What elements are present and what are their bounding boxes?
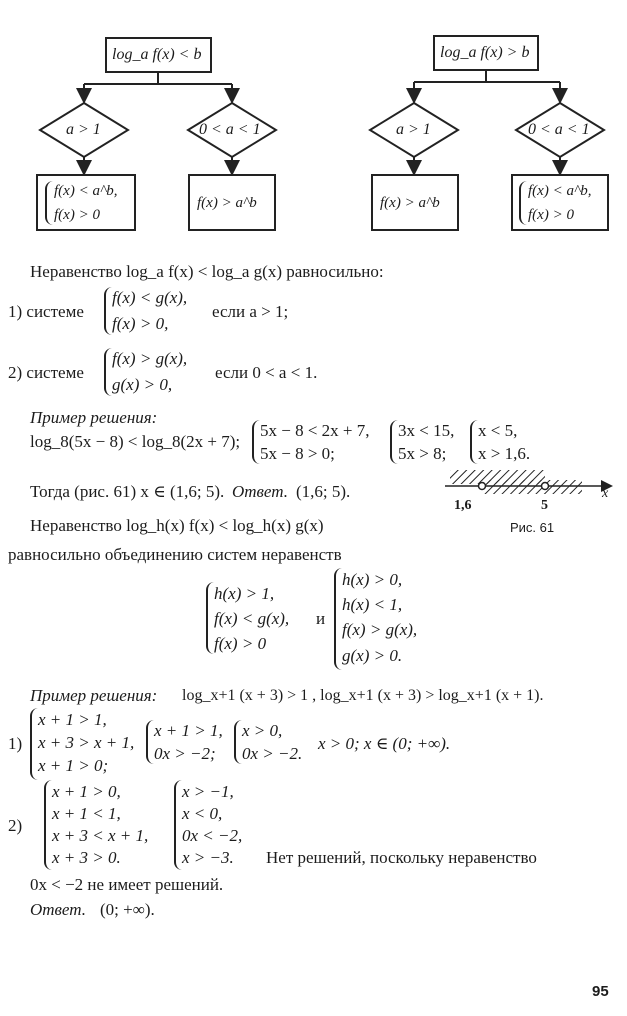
example1-ineq: log_8(5x − 8) < log_8(2x + 7); bbox=[30, 432, 241, 451]
flow-left-res1a: f(x) < a^b, bbox=[54, 183, 118, 199]
section1-item2-sys-a: f(x) > g(x), bbox=[112, 349, 188, 368]
section2-sysB-4: g(x) > 0. bbox=[342, 646, 403, 665]
section2-sysB-1: h(x) > 0, bbox=[342, 570, 403, 589]
section2-sysB-3: f(x) > g(x), bbox=[342, 620, 418, 639]
flow-right-cond1: a > 1 bbox=[396, 121, 431, 138]
example2-answer: (0; +∞). bbox=[100, 900, 155, 919]
section1-item1-sys-b: f(x) > 0, bbox=[112, 314, 169, 333]
example2-case1-sys1-c: x + 1 > 0; bbox=[38, 756, 109, 775]
hatch-region-left-bound bbox=[482, 480, 582, 494]
flow-right-res1: f(x) > a^b bbox=[380, 195, 440, 211]
section2-brace-a bbox=[206, 582, 214, 654]
flow-left-cond1: a > 1 bbox=[66, 121, 101, 138]
flow-right-res2a: f(x) < a^b, bbox=[528, 183, 592, 199]
example2-case1-sys2-a: x + 1 > 1, bbox=[154, 721, 223, 740]
section1-item1-cond: если a > 1; bbox=[212, 302, 289, 321]
example2-header: Пример решения: bbox=[30, 686, 158, 705]
example2-case1-sys3-a: x > 0, bbox=[242, 721, 283, 740]
example1-brace-1 bbox=[252, 420, 260, 464]
section2-sysA-2: f(x) < g(x), bbox=[214, 609, 290, 628]
example2-case1-brace-2 bbox=[146, 720, 154, 764]
example1-answer-label: Ответ. bbox=[232, 482, 288, 501]
section2-brace-b bbox=[334, 568, 342, 670]
section2-sysB-2: h(x) < 1, bbox=[342, 595, 403, 614]
flow-left-cond2: 0 < a < 1 bbox=[199, 121, 261, 138]
example2-case2-sys1-a: x + 1 > 0, bbox=[52, 782, 121, 801]
example2-case1-sys1-a: x + 1 > 1, bbox=[38, 710, 107, 729]
example2-case2-sys2-d: x > −3. bbox=[182, 848, 234, 867]
fig61-tick1: 1,6 bbox=[454, 498, 472, 513]
flow-left-top: log_a f(x) < b bbox=[112, 46, 202, 63]
example2-case2-note: Нет решений, поскольку неравенство bbox=[266, 848, 537, 867]
point-5 bbox=[542, 483, 549, 490]
section1-item1-brace bbox=[104, 287, 112, 335]
example2-case2-sys1-b: x + 1 < 1, bbox=[52, 804, 121, 823]
section1-item2-label: 2) системе bbox=[8, 363, 84, 382]
example2-case1-sys2-b: 0x > −2; bbox=[154, 744, 216, 763]
example2-case2-sys2-c: 0x < −2, bbox=[182, 826, 243, 845]
point-1-6 bbox=[479, 483, 486, 490]
section2-and: и bbox=[316, 609, 326, 628]
example1-sys3-a: x < 5, bbox=[478, 421, 518, 440]
section1-item1-sys-a: f(x) < g(x), bbox=[112, 288, 188, 307]
flow-left-res1b: f(x) > 0 bbox=[54, 207, 100, 223]
example1-sys2-a: 3x < 15, bbox=[398, 421, 455, 440]
section2-intro2: равносильно объединению систем неравенств bbox=[8, 545, 342, 564]
section2-intro: Неравенство log_h(x) f(x) < log_h(x) g(x) bbox=[30, 516, 324, 535]
flow-right-cond2: 0 < a < 1 bbox=[528, 121, 590, 138]
example2-case1-sys3-b: 0x > −2. bbox=[242, 744, 303, 763]
example1-answer: (1,6; 5). bbox=[296, 482, 351, 501]
fig61-caption: Рис. 61 bbox=[510, 520, 555, 535]
page-number: 95 bbox=[592, 983, 609, 1000]
fig61-axis-label: x bbox=[602, 486, 609, 501]
example1-sys3-b: x > 1,6. bbox=[478, 444, 531, 463]
section2-sysA-3: f(x) > 0 bbox=[214, 634, 267, 653]
section1-item2-cond: если 0 < a < 1. bbox=[215, 363, 318, 382]
flow-right-top: log_a f(x) > b bbox=[440, 44, 530, 61]
example2-case1-brace-1 bbox=[30, 708, 38, 780]
example1-brace-3 bbox=[470, 420, 478, 464]
example2-case2-sys2-a: x > −1, bbox=[182, 782, 234, 801]
example1-then: Тогда (рис. 61) x ∈ (1,6; 5). bbox=[30, 482, 225, 501]
example2-case2-note2: 0x < −2 не имеет решений. bbox=[30, 875, 224, 894]
example2-answer-label: Ответ. bbox=[30, 900, 86, 919]
example1-brace-2 bbox=[390, 420, 398, 464]
example2-case2-sys2-b: x < 0, bbox=[182, 804, 223, 823]
example1-header: Пример решения: bbox=[30, 408, 158, 427]
section1-item1-label: 1) системе bbox=[8, 302, 84, 321]
example2-case1-result: x > 0; x ∈ (0; +∞). bbox=[318, 734, 451, 753]
example2-case2-sys1-d: x + 3 > 0. bbox=[52, 848, 121, 867]
flow-left-brace bbox=[45, 181, 53, 225]
example1-sys1-b: 5x − 8 > 0; bbox=[260, 444, 335, 463]
section1-intro: Неравенство log_a f(x) < log_a g(x) равносильно: bbox=[30, 262, 384, 281]
example1-sys1-a: 5x − 8 < 2x + 7, bbox=[260, 421, 370, 440]
section1-item2-sys-b: g(x) > 0, bbox=[112, 375, 173, 394]
example2-case2-sys1-c: x + 3 < x + 1, bbox=[52, 826, 149, 845]
example2-case1-brace-3 bbox=[234, 720, 242, 764]
flow-left-res2: f(x) > a^b bbox=[197, 195, 257, 211]
flow-right-res2b: f(x) > 0 bbox=[528, 207, 574, 223]
example2-case2-brace-2 bbox=[174, 780, 182, 870]
example1-sys2-b: 5x > 8; bbox=[398, 444, 447, 463]
example2-case1-sys1-b: x + 3 > x + 1, bbox=[38, 733, 135, 752]
example2-case1-label: 1) bbox=[8, 734, 23, 753]
example2-case2-label: 2) bbox=[8, 816, 23, 835]
fig61-tick2: 5 bbox=[541, 498, 548, 513]
example2-case2-brace-1 bbox=[44, 780, 52, 870]
section1-item2-brace bbox=[104, 348, 112, 396]
flow-right-brace bbox=[519, 181, 527, 225]
example2-ineq: log_x+1 (x + 3) > 1 , log_x+1 (x + 3) > log_x+1 (x + 1). bbox=[182, 687, 544, 704]
section2-sysA-1: h(x) > 1, bbox=[214, 584, 275, 603]
